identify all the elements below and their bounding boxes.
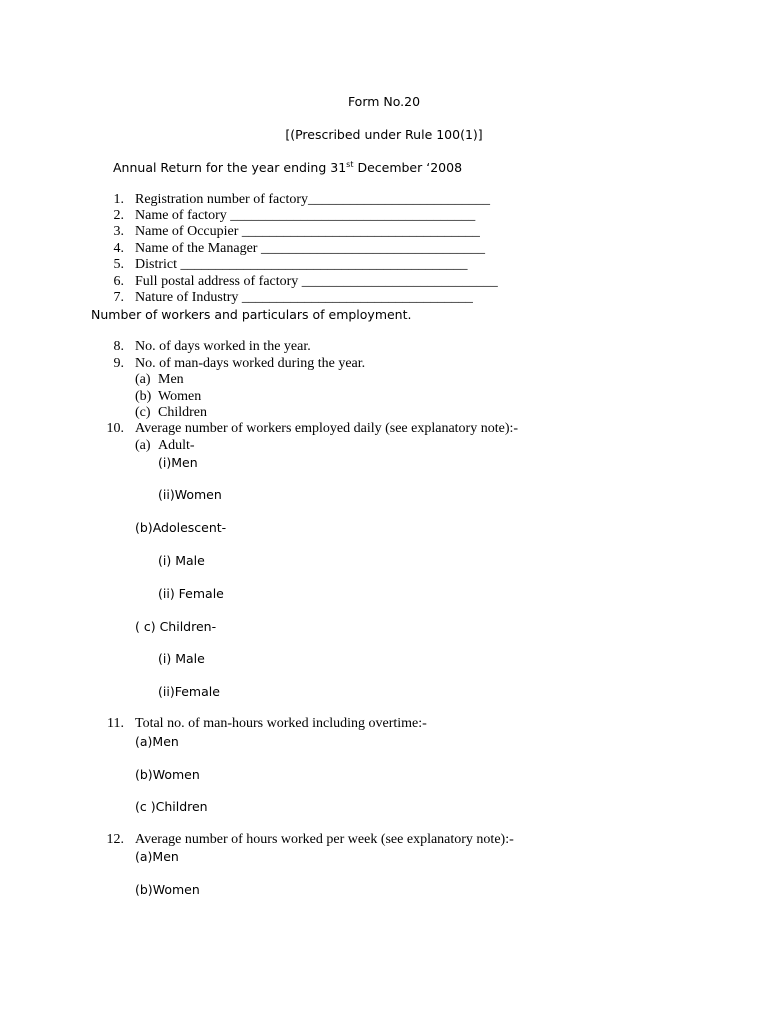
form-title: Form No.20: [347, 94, 421, 109]
item-10a-label: (a): [135, 438, 151, 453]
item-11-text: Total no. of man-hours worked including overtime:-: [135, 716, 427, 731]
item-5-text: District _________________________________________: [135, 257, 468, 272]
annual-return-line: Annual Return for the year ending 31st December ‘2008: [113, 159, 463, 175]
item-6-text: Full postal address of factory ____________________________: [135, 274, 498, 289]
item-11-children: (c )Children: [135, 799, 208, 814]
item-2-text: Name of factory ___________________________________: [135, 208, 476, 223]
item-7-text: Nature of Industry _________________________________: [135, 290, 473, 305]
item-9a-text: Men: [158, 372, 184, 387]
item-6-number: 6.: [113, 274, 124, 289]
item-9-text: No. of man-days worked during the year.: [135, 356, 366, 371]
item-10c-female: (ii)Female: [158, 684, 220, 699]
item-8-number: 8.: [113, 339, 124, 354]
item-2-number: 2.: [113, 208, 124, 223]
item-4-number: 4.: [113, 241, 124, 256]
item-10a-text: Adult-: [158, 438, 195, 453]
item-9-number: 9.: [113, 356, 124, 371]
item-10b-female: (ii) Female: [158, 586, 224, 601]
item-11-number: 11.: [107, 716, 124, 731]
item-10b-male: (i) Male: [158, 553, 205, 568]
item-10-text: Average number of workers employed daily (see explanatory note):-: [135, 421, 519, 436]
item-1-number: 1.: [113, 192, 124, 207]
item-12-number: 12.: [106, 832, 124, 847]
item-12-women: (b)Women: [135, 882, 200, 897]
item-11-women: (b)Women: [135, 767, 200, 782]
item-10a-men: (i)Men: [158, 455, 198, 470]
item-4-text: Name of the Manager ________________________________: [135, 241, 485, 256]
item-9a-label: (a): [135, 372, 151, 387]
item-10a-women: (ii)Women: [158, 487, 222, 502]
item-7-number: 7.: [113, 290, 124, 305]
item-10b-adolescent: (b)Adolescent-: [135, 520, 227, 535]
item-12-men: (a)Men: [135, 849, 179, 864]
prescribed-rule: [(Prescribed under Rule 100(1)]: [285, 127, 483, 142]
item-11-men: (a)Men: [135, 734, 179, 749]
item-5-number: 5.: [113, 257, 124, 272]
item-10c-children: ( c) Children-: [135, 619, 217, 634]
item-9c-text: Children: [158, 405, 207, 420]
item-10-number: 10.: [106, 421, 124, 436]
item-8-text: No. of days worked in the year.: [135, 339, 311, 354]
item-1-text: Registration number of factory__________________________: [135, 192, 491, 207]
item-10c-male: (i) Male: [158, 651, 205, 666]
item-9b-label: (b): [135, 389, 152, 404]
item-3-number: 3.: [113, 224, 124, 239]
item-12-text: Average number of hours worked per week (see explanatory note):-: [135, 832, 514, 847]
section-heading: Number of workers and particulars of employment.: [91, 307, 412, 322]
item-3-text: Name of Occupier __________________________________: [135, 224, 480, 239]
item-9b-text: Women: [158, 389, 202, 404]
item-9c-label: (c): [135, 405, 151, 420]
